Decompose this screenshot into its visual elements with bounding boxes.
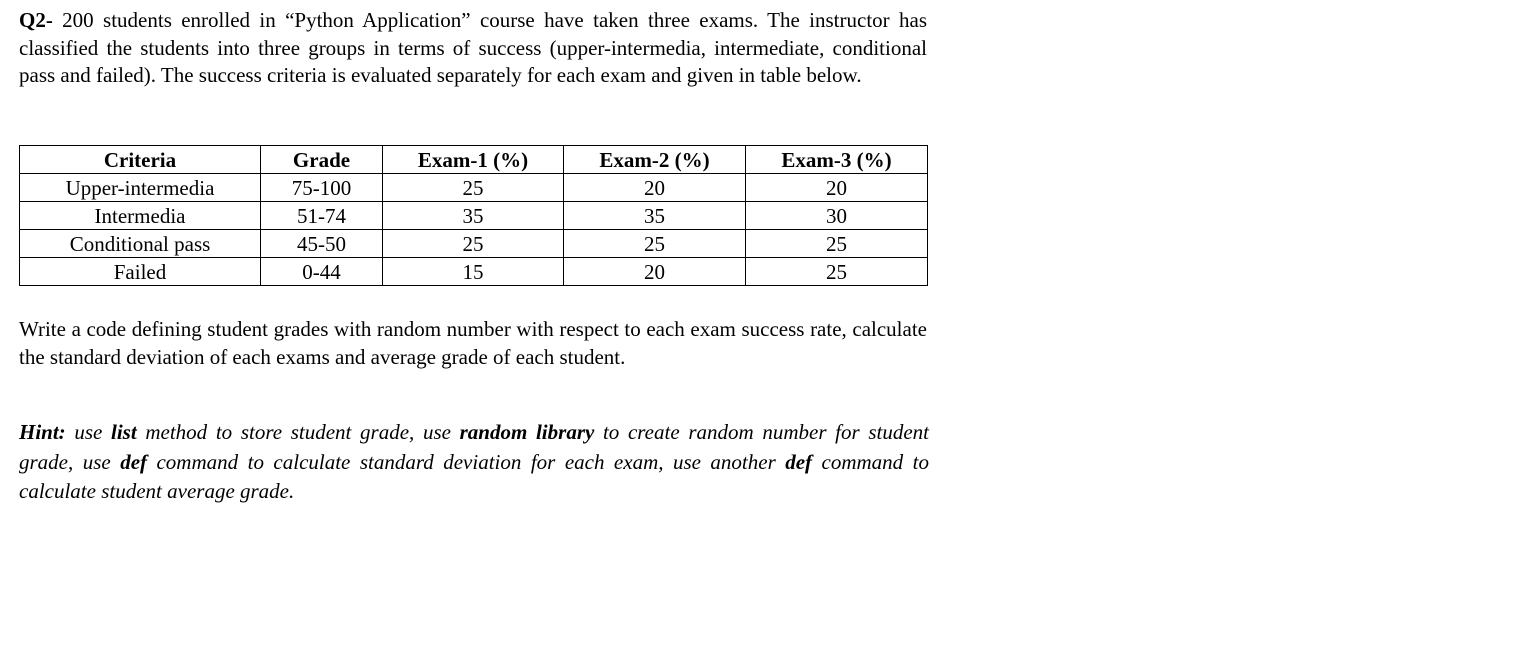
cell-criteria: Upper-intermedia <box>20 174 261 202</box>
cell-exam-3: 30 <box>746 202 928 230</box>
table-row <box>20 174 928 202</box>
cell-grade: 51-74 <box>261 202 383 230</box>
cell-exam-1: 25 <box>383 230 564 258</box>
cell-exam-2: 20 <box>564 174 746 202</box>
cell-exam-2: 20 <box>564 258 746 286</box>
cell-criteria: Failed <box>20 258 261 286</box>
cell-exam-3: 25 <box>746 258 928 286</box>
cell-exam-3: 25 <box>746 230 928 258</box>
cell-criteria: Conditional pass <box>20 230 261 258</box>
header-grade: Grade <box>261 146 383 174</box>
question-block <box>19 7 927 90</box>
hint-label: Hint: <box>19 420 66 444</box>
table-row <box>20 258 928 286</box>
table-row <box>20 202 928 230</box>
task-paragraph: Write a code defining student grades with random number with respect to each exam success rate, calculate the standard deviation of each exams and average grade of each student. <box>19 317 927 369</box>
question-intro-text: 200 students enrolled in “Python Application” course have taken three exams. The instructor has classified the students into three groups in terms of success (upper-intermedia, intermediate, conditional pass and failed). The success criteria is evaluated separately for each exam and given in table below. <box>19 8 927 87</box>
hint-paragraph <box>19 418 929 507</box>
cell-exam-1: 15 <box>383 258 564 286</box>
hint-keyword-list: list <box>111 420 137 444</box>
hint-text: to create random number for student grade, use <box>19 420 929 474</box>
cell-exam-2: 25 <box>564 230 746 258</box>
header-exam-1: Exam-1 (%) <box>383 146 564 174</box>
success-criteria-table <box>19 145 928 286</box>
cell-exam-2: 35 <box>564 202 746 230</box>
hint-text: method to store student grade, use <box>136 420 460 444</box>
table-row <box>20 230 928 258</box>
task-block <box>19 316 927 371</box>
cell-exam-1: 25 <box>383 174 564 202</box>
header-exam-3: Exam-3 (%) <box>746 146 928 174</box>
cell-grade: 0-44 <box>261 258 383 286</box>
cell-exam-1: 35 <box>383 202 564 230</box>
hint-keyword-def: def <box>785 449 813 474</box>
hint-text: command to calculate student average grade. <box>19 449 929 503</box>
cell-grade: 45-50 <box>261 230 383 258</box>
question-label: Q2- <box>19 8 53 32</box>
table-header-row <box>20 146 928 174</box>
hint-keyword-def: def <box>120 449 148 474</box>
header-exam-2: Exam-2 (%) <box>564 146 746 174</box>
hint-text: use <box>65 420 112 444</box>
question-paragraph <box>19 7 927 90</box>
header-criteria: Criteria <box>20 146 261 174</box>
hint-text: command to calculate standard deviation for each exam, use another <box>147 449 786 474</box>
hint-keyword-random-library: random library <box>459 420 595 444</box>
cell-criteria: Intermedia <box>20 202 261 230</box>
cell-exam-3: 20 <box>746 174 928 202</box>
cell-grade: 75-100 <box>261 174 383 202</box>
